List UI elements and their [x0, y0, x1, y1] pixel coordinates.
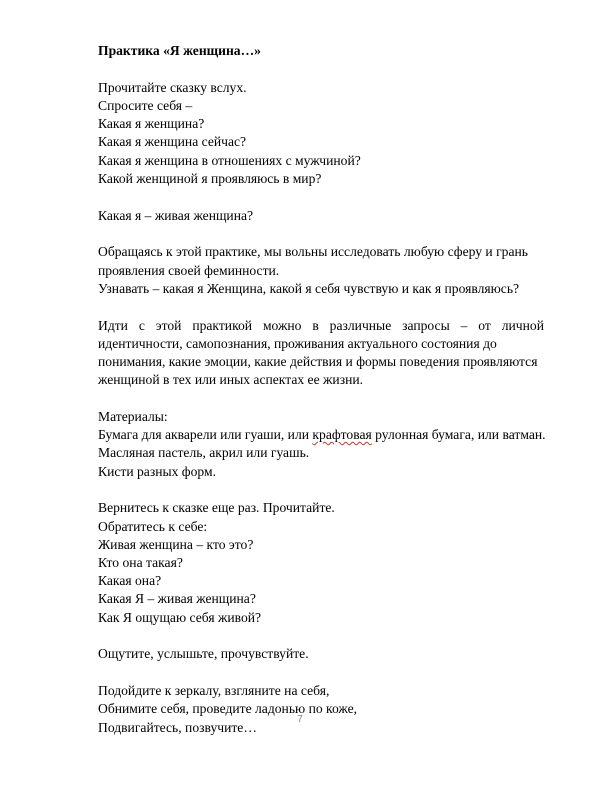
text-line: Спросите себя –	[98, 98, 193, 113]
text-line: Кто она такая?	[98, 555, 183, 571]
spacer	[98, 481, 558, 500]
text-line: Подвигайтесь, позвучите…	[98, 719, 257, 735]
spacer	[98, 298, 558, 317]
text-line: Какая она?	[98, 573, 162, 589]
text-line: идентичности, самопознания, проживания актуального состояния до	[98, 335, 497, 351]
text-line: Обнимите себя, проведите ладонью по коже,	[98, 701, 358, 717]
text-line: Узнавать – какая я Женщина, какой я себя чувствую и как я проявляюсь?	[98, 280, 520, 296]
text-segment: Бумага для акварели или гуаши, или	[98, 427, 313, 443]
text-line: Прочитайте сказку вслух.	[98, 79, 247, 95]
page-number: 7	[297, 714, 303, 725]
text-line: Идти с этой практикой можно в различные запросы – от личной	[98, 317, 544, 333]
text-line: женщиной в тех или иных аспектах ее жизни.	[98, 372, 364, 388]
spellcheck-flagged-word[interactable]: крафтовая	[312, 427, 372, 443]
spacer	[98, 188, 558, 207]
text-line: проявления своей феминности.	[98, 262, 280, 278]
materials-line: Кисти разных форм.	[98, 463, 216, 479]
spacer	[98, 225, 558, 244]
text-line: Ощутите, услышьте, прочувствуйте.	[98, 646, 309, 662]
materials-line: Масляная пастель, акрил или гуашь.	[98, 445, 310, 461]
text-line: Какой женщиной я проявляюсь в мир?	[98, 170, 322, 186]
text-line: Подойдите к зеркалу, взгляните на себя,	[98, 683, 330, 699]
text-line: Какая я женщина сейчас?	[98, 134, 247, 150]
text-line: понимания, какие эмоции, какие действия и формы поведения проявляются	[98, 354, 538, 370]
text-line: Вернитесь к сказке еще раз. Прочитайте.	[98, 500, 335, 516]
text-segment: рулонная бумага, или ватман.	[371, 427, 546, 443]
text-line: Какая Я – живая женщина?	[98, 591, 256, 607]
spacer	[98, 389, 558, 408]
materials-line	[98, 426, 558, 444]
text-line: Как Я ощущаю себя живой?	[98, 609, 262, 625]
document-title: Практика «Я женщина…»	[98, 43, 261, 58]
text-line: Какая я женщина в отношениях с мужчиной?	[98, 152, 361, 168]
spacer	[98, 627, 558, 646]
materials-heading: Материалы:	[98, 409, 168, 425]
text-line: Какая я – живая женщина?	[98, 207, 254, 223]
text-line: Живая женщина – кто это?	[98, 536, 254, 552]
text-line: Обратитесь к себе:	[98, 518, 208, 534]
text-line: Какая я женщина?	[98, 116, 205, 132]
spacer	[98, 664, 558, 683]
text-line: Обращаясь к этой практике, мы вольны исследовать любую сферу и грань	[98, 244, 528, 260]
spacer	[98, 60, 558, 79]
document-body	[98, 42, 558, 737]
